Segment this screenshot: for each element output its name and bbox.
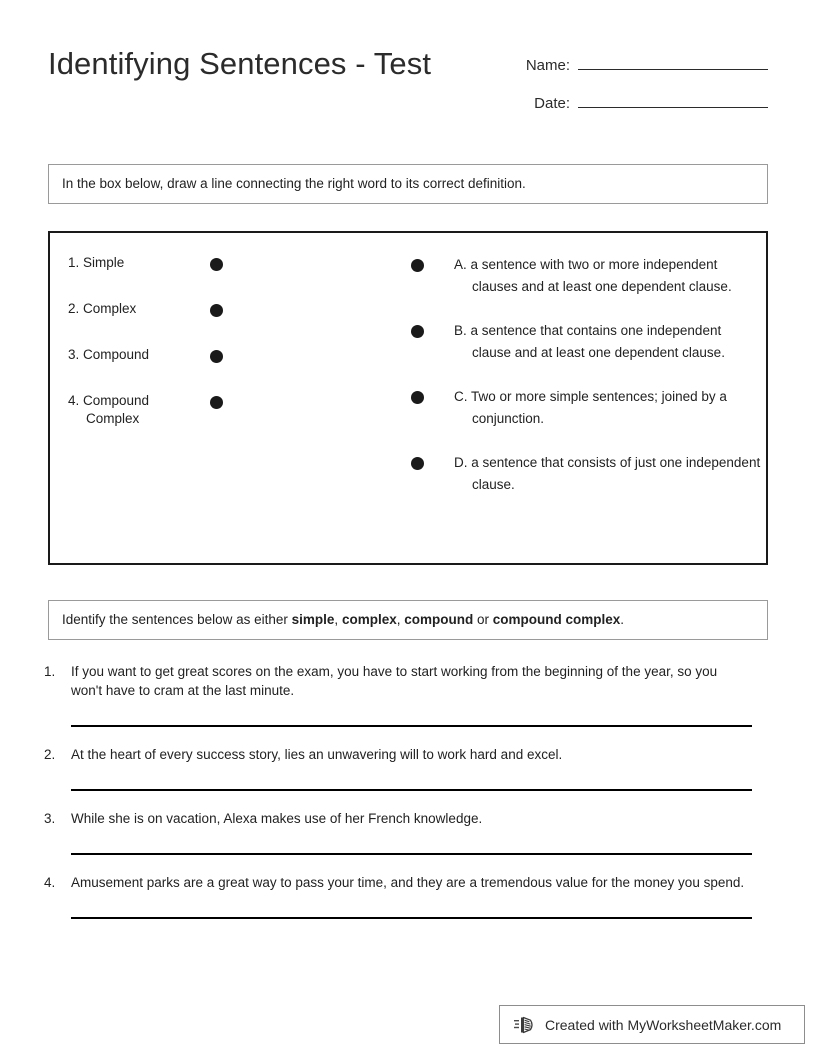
- question-answer-line[interactable]: [71, 853, 752, 855]
- question-answer-line[interactable]: [71, 725, 752, 727]
- question-row: [44, 745, 768, 764]
- question-number: 4.: [44, 875, 56, 890]
- name-date-group: [500, 49, 768, 125]
- matching-term-1[interactable]: [68, 254, 258, 272]
- question-4: [44, 873, 768, 919]
- created-with-label: Created with MyWorksheetMaker.com: [545, 1016, 782, 1033]
- question-number: 3.: [44, 811, 56, 826]
- matching-definitions-column: [411, 254, 761, 496]
- matching-definition-label: C. Two or more simple sentences; joined by a conjunction.: [454, 389, 727, 426]
- date-row: [500, 87, 768, 125]
- question-text: While she is on vacation, Alexa makes use of her French knowledge.: [71, 811, 483, 826]
- matching-definition-dot[interactable]: [411, 457, 424, 470]
- question-number: 1.: [44, 664, 56, 679]
- question-2: [44, 745, 768, 791]
- worksheet-logo-icon: [514, 1014, 536, 1036]
- matching-definition-dot[interactable]: [411, 391, 424, 404]
- matching-term-dot[interactable]: [210, 258, 223, 271]
- matching-definition-c[interactable]: [411, 386, 751, 430]
- matching-definition-dot[interactable]: [411, 325, 424, 338]
- question-text: At the heart of every success story, lies an unwavering will to work hard and excel.: [71, 747, 563, 762]
- matching-term-label: 4. Compound Complex: [68, 393, 150, 426]
- identify-term-compound-complex: compound complex: [492, 612, 621, 627]
- matching-definition-label: A. a sentence with two or more independent clauses and at least one dependent clause.: [454, 257, 732, 294]
- question-row: [44, 662, 768, 700]
- matching-term-4[interactable]: [68, 392, 258, 428]
- question-number: 2.: [44, 747, 56, 762]
- matching-exercise-box: [48, 231, 768, 565]
- matching-term-dot[interactable]: [210, 396, 223, 409]
- matching-definition-a[interactable]: [411, 254, 751, 298]
- question-text: If you want to get great scores on the exam, you have to start working from the beginning of the year, so you won't have to cram at the last minute.: [71, 664, 718, 698]
- matching-term-label: 3. Compound: [68, 347, 150, 362]
- name-row: [500, 49, 768, 87]
- identify-term-complex: complex: [341, 612, 397, 627]
- matching-definition-b[interactable]: [411, 320, 751, 364]
- matching-term-label: 1. Simple: [68, 255, 125, 270]
- created-with-badge[interactable]: [499, 1005, 805, 1044]
- matching-term-dot[interactable]: [210, 304, 223, 317]
- matching-term-2[interactable]: [68, 300, 258, 318]
- question-text: Amusement parks are a great way to pass your time, and they are a tremendous value for the money you spend.: [71, 875, 745, 890]
- name-label: Name:: [525, 57, 570, 74]
- identify-instruction-box: [48, 600, 768, 640]
- question-row: [44, 809, 768, 828]
- question-row: [44, 873, 768, 892]
- matching-instruction-box: [48, 164, 768, 204]
- question-answer-line[interactable]: [71, 917, 752, 919]
- question-1: [44, 662, 768, 727]
- worksheet-header: [48, 44, 768, 124]
- matching-term-dot[interactable]: [210, 350, 223, 363]
- identify-separator-3: or: [473, 612, 493, 627]
- identify-term-simple: simple: [291, 612, 335, 627]
- identify-instruction-suffix: .: [620, 612, 625, 627]
- identify-separator-1: ,: [334, 612, 342, 627]
- question-answer-line[interactable]: [71, 789, 752, 791]
- matching-definition-dot[interactable]: [411, 259, 424, 272]
- question-3: [44, 809, 768, 855]
- identify-instruction-prefix: Identify the sentences below as either: [62, 612, 292, 627]
- matching-definition-label: B. a sentence that contains one independent clause and at least one dependent clause.: [454, 323, 725, 360]
- matching-term-3[interactable]: [68, 346, 258, 364]
- questions-list: [44, 662, 768, 937]
- matching-terms-column: [68, 254, 258, 428]
- date-input-line[interactable]: [578, 87, 768, 108]
- matching-definition-label: D. a sentence that consists of just one independent clause.: [454, 455, 761, 492]
- identify-separator-2: ,: [396, 612, 405, 627]
- identify-term-compound: compound: [404, 612, 474, 627]
- matching-instruction-text: In the box below, draw a line connecting the right word to its correct definition.: [62, 176, 526, 191]
- name-input-line[interactable]: [578, 49, 768, 70]
- date-label: Date:: [534, 95, 570, 112]
- page-title: Identifying Sentences - Test: [48, 46, 432, 81]
- matching-definition-d[interactable]: [411, 452, 761, 496]
- matching-term-label: 2. Complex: [68, 301, 137, 316]
